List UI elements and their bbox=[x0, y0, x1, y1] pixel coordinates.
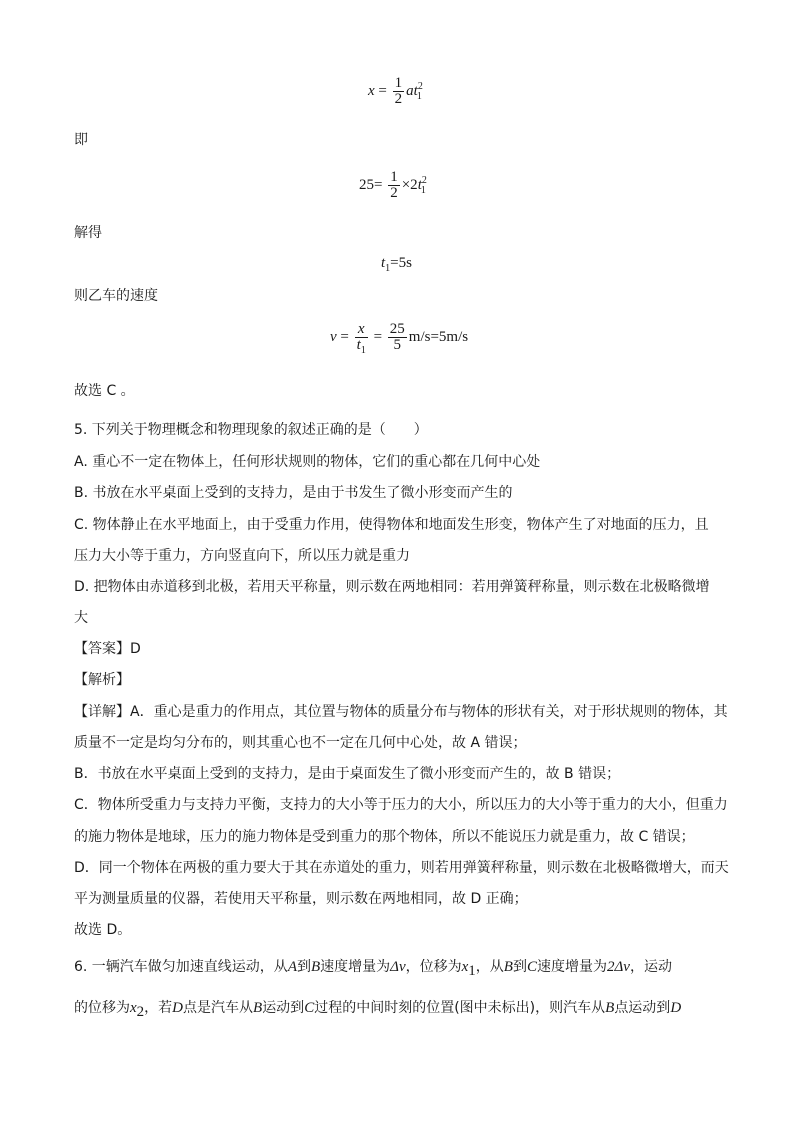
formula-substitution bbox=[359, 170, 426, 201]
formula-fraction-2 bbox=[388, 322, 407, 353]
q5-option-d-line1: D. 把物体由赤道移到北极，若用天平称量，则示数在两地相同：若用弹簧秤称量，则示数在北极略微增 bbox=[74, 579, 710, 595]
fraction-numerator: 1 bbox=[390, 169, 398, 185]
q6-text: ，位移为 bbox=[405, 959, 462, 975]
formula-equals-2: = bbox=[373, 328, 383, 345]
formula-displacement bbox=[368, 76, 422, 107]
q6-text: 运动到 bbox=[262, 1000, 305, 1016]
formula-equals: = bbox=[340, 328, 349, 345]
formula-subscript: 1 bbox=[420, 184, 426, 196]
formula-rest: m/s=5m/s bbox=[408, 328, 469, 345]
q5-detail-line4: C．物体所受重力与支持力平衡，支持力的大小等于压力的大小，所以压力的大小等于重力的大小，但重力 bbox=[74, 797, 728, 813]
q6-var-x: x bbox=[130, 1000, 137, 1016]
q6-subscript: 1 bbox=[468, 962, 476, 979]
q6-stem-line1 bbox=[74, 957, 672, 977]
q5-option-b: B. 书放在水平桌面上受到的支持力，是由于书发生了微小形变而产生的 bbox=[74, 485, 513, 501]
formula-time-result bbox=[381, 255, 412, 272]
formula-superscript: 2 bbox=[421, 174, 427, 186]
q5-choose: 故选 D。 bbox=[74, 922, 132, 938]
q6-delta-v-2: 2Δv bbox=[606, 959, 630, 975]
fraction-numerator: 25 bbox=[389, 321, 405, 337]
q6-point-d: D bbox=[670, 1000, 682, 1016]
q6-point-d: D bbox=[172, 1000, 184, 1016]
q6-stem-line2 bbox=[74, 998, 681, 1018]
q5-detail-line2: 质量不一定是均匀分布的，则其重心也不一定在几何中心处，故 A 错误； bbox=[74, 735, 527, 751]
q6-text: 6. 一辆汽车做匀加速直线运动，从 bbox=[74, 959, 288, 975]
q6-text: 点运动到 bbox=[614, 1000, 671, 1016]
formula-rest: =5s bbox=[390, 255, 412, 271]
q5-option-c-line2: 压力大小等于重力，方向竖直向下，所以压力就是重力 bbox=[74, 548, 410, 564]
q6-point-b: B bbox=[605, 1000, 615, 1016]
q6-text: 点是汽车从 bbox=[183, 1000, 254, 1016]
q5-detail-line3: B．书放在水平桌面上受到的支持力，是由于桌面发生了微小形变而产生的，故 B 错误； bbox=[74, 766, 621, 782]
q5-detail-line5: 的施力物体是地球，压力的施力物体是受到重力的那个物体，所以不能说压力就是重力，故 C 错误； bbox=[74, 829, 695, 845]
formula-equals: = bbox=[378, 82, 387, 99]
formula-superscript: 2 bbox=[417, 80, 423, 92]
formula-var-v: v bbox=[330, 328, 337, 345]
formula-subscript: 1 bbox=[385, 263, 391, 274]
formula-fraction bbox=[393, 76, 405, 107]
denominator-var-t: t bbox=[356, 337, 361, 353]
formula-var-t: t bbox=[381, 255, 386, 271]
q5-option-c-line1: C. 物体静止在水平地面上，由于受重力作用，使得物体和地面发生形变，物体产生了对地面的压力，且 bbox=[74, 517, 709, 533]
formula-fraction-1 bbox=[355, 321, 368, 356]
q6-var-x: x bbox=[461, 959, 469, 975]
q6-text: 速度增量为 bbox=[320, 959, 391, 975]
q6-point-b: B bbox=[310, 959, 321, 975]
fraction-numerator: 1 bbox=[394, 75, 403, 91]
q5-answer: 【答案】D bbox=[74, 641, 141, 657]
q6-text: ，从 bbox=[475, 959, 504, 975]
fraction-denominator: 2 bbox=[394, 91, 403, 107]
q6-text: ，若 bbox=[144, 1000, 173, 1016]
q5-detail-line1: 【详解】A．重心是重力的作用点，其位置与物体的质量分布与物体的形状有关，对于形状规则的物体，其 bbox=[74, 704, 728, 720]
q6-text: 速度增量为 bbox=[536, 959, 607, 975]
q6-point-b: B bbox=[253, 1000, 263, 1016]
formula-fraction bbox=[388, 170, 400, 201]
formula-lhs: 25= bbox=[359, 176, 383, 193]
q6-point-b: B bbox=[503, 959, 513, 975]
denominator-subscript: 1 bbox=[360, 345, 366, 356]
formula-var-x: x bbox=[368, 82, 375, 99]
formula-velocity bbox=[330, 321, 469, 356]
q6-text: 过程的中间时刻的位置(图中未标出)，则汽车从 bbox=[314, 1000, 606, 1016]
q5-analysis-heading: 【解析】 bbox=[74, 672, 130, 688]
q5-stem: 5. 下列关于物理概念和物理现象的叙述正确的是（ ） bbox=[74, 422, 428, 438]
q6-point-c: C bbox=[526, 959, 537, 975]
fraction-denominator bbox=[355, 337, 368, 356]
q6-point-c: C bbox=[304, 1000, 315, 1016]
q6-delta-v: Δv bbox=[390, 959, 406, 975]
q6-subscript: 2 bbox=[136, 1003, 145, 1020]
q6-text: 到 bbox=[512, 959, 527, 975]
q6-point-a: A bbox=[287, 959, 297, 975]
q6-text: ，运动 bbox=[629, 959, 672, 975]
formula-var-t: t bbox=[413, 82, 418, 99]
formula-var-a: a bbox=[406, 82, 414, 99]
fraction-denominator: 2 bbox=[390, 185, 398, 201]
q6-text: 的位移为 bbox=[74, 1000, 130, 1016]
text-jiede: 解得 bbox=[74, 225, 102, 241]
text-choose-c: 故选 C 。 bbox=[74, 383, 135, 399]
fraction-denominator: 5 bbox=[388, 337, 407, 353]
fraction-numerator: x bbox=[357, 321, 365, 337]
formula-var-t: t bbox=[417, 176, 422, 193]
q5-option-a: A. 重心不一定在物体上，任何形状规则的物体，它们的重心都在几何中心处 bbox=[74, 454, 541, 470]
formula-times: ×2 bbox=[401, 176, 418, 193]
q5-option-d-line2: 大 bbox=[74, 610, 88, 626]
text-ji: 即 bbox=[74, 132, 88, 148]
q6-text: 到 bbox=[296, 959, 311, 975]
q5-detail-line6: D．同一个物体在两极的重力要大于其在赤道处的重力，则若用弹簧秤称量，则示数在北极略微增大，而天 bbox=[74, 860, 729, 876]
formula-subscript: 1 bbox=[416, 90, 422, 102]
text-speed: 则乙车的速度 bbox=[74, 288, 158, 304]
q5-detail-line7: 平为测量质量的仪器，若使用天平称量，则示数在两地相同，故 D 正确； bbox=[74, 891, 528, 907]
